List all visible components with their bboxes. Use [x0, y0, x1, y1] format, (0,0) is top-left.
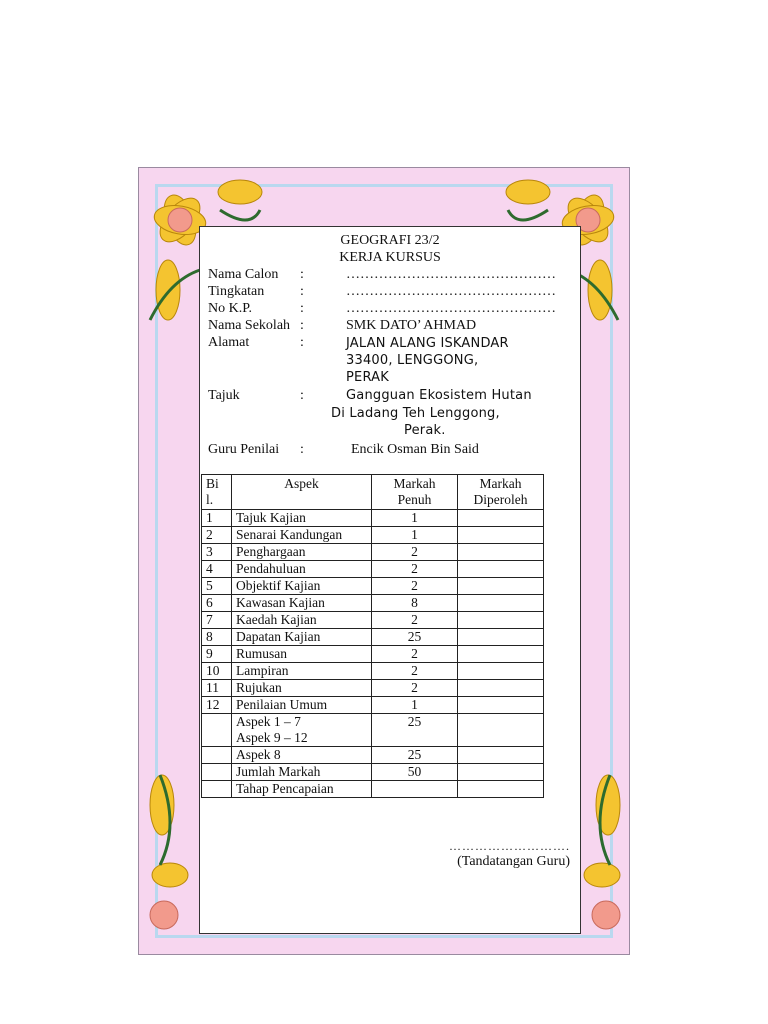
table-cell-aspect: Tajuk Kajian — [232, 510, 372, 527]
table-cell-obtained — [458, 578, 544, 595]
flower-corner-bottom-left-icon — [140, 765, 200, 950]
table-cell-full: 50 — [372, 764, 458, 781]
table-row — [202, 527, 544, 544]
table-cell-full: 2 — [372, 680, 458, 697]
table-cell-aspect: Rujukan — [232, 680, 372, 697]
table-cell-full: 25 — [372, 714, 458, 747]
topic-line-1: Gangguan Ekosistem Hutan — [346, 388, 532, 403]
table-cell-full: 2 — [372, 612, 458, 629]
table-cell-number: 7 — [202, 612, 232, 629]
table-row — [202, 697, 544, 714]
table-cell-empty — [202, 764, 232, 781]
document-title: KERJA KURSUS — [339, 250, 441, 265]
header-text: Penuh — [397, 492, 432, 507]
table-cell-full: 2 — [372, 578, 458, 595]
table-cell-full: 25 — [372, 629, 458, 646]
table-row-achievement-level — [202, 781, 544, 798]
assessor-name-value: Encik Osman Bin Said — [351, 442, 479, 457]
field-value-blank: ……………………………………… — [346, 301, 556, 316]
table-row — [202, 561, 544, 578]
table-cell-obtained — [458, 781, 544, 798]
field-label: Tingkatan — [208, 284, 265, 299]
header-text: Bi — [206, 476, 219, 491]
topic-line-3: Perak. — [404, 423, 446, 438]
table-cell-obtained — [458, 680, 544, 697]
address-line-2: 33400, LENGGONG, — [346, 353, 479, 368]
table-cell-full: 1 — [372, 510, 458, 527]
table-cell-aspect: Penghargaan — [232, 544, 372, 561]
table-cell-aspect: Aspek 8 — [232, 747, 372, 764]
table-cell-number: 6 — [202, 595, 232, 612]
subject-heading: GEOGRAFI 23/2 — [340, 233, 440, 248]
table-cell-full: 2 — [372, 646, 458, 663]
header-text: Markah — [393, 476, 436, 491]
table-cell-aspect — [232, 714, 372, 747]
table-row — [202, 646, 544, 663]
table-cell-number: 5 — [202, 578, 232, 595]
table-cell-number: 2 — [202, 527, 232, 544]
table-cell-aspect: Senarai Kandungan — [232, 527, 372, 544]
table-cell-number: 4 — [202, 561, 232, 578]
table-cell-full: 1 — [372, 527, 458, 544]
field-colon: : — [300, 284, 304, 299]
table-cell-full: 25 — [372, 747, 458, 764]
table-cell-obtained — [458, 714, 544, 747]
table-cell-empty — [202, 747, 232, 764]
table-cell-aspect: Pendahuluan — [232, 561, 372, 578]
summary-aspect-1-7: Aspek 1 – 7 — [236, 714, 301, 729]
table-cell-empty — [202, 781, 232, 798]
field-label: Guru Penilai — [208, 442, 280, 457]
table-cell-aspect: Tahap Pencapaian — [232, 781, 372, 798]
table-cell-number: 10 — [202, 663, 232, 680]
flower-corner-bottom-right-icon — [578, 765, 630, 950]
column-header-full-marks — [372, 475, 458, 510]
table-row-total — [202, 764, 544, 781]
field-colon: : — [300, 301, 304, 316]
table-cell-obtained — [458, 764, 544, 781]
table-cell-obtained — [458, 544, 544, 561]
table-cell-aspect: Jumlah Markah — [232, 764, 372, 781]
field-label: No K.P. — [208, 301, 252, 316]
table-cell-obtained — [458, 663, 544, 680]
signature-line: ………………………. — [449, 839, 570, 853]
table-cell-obtained — [458, 510, 544, 527]
table-cell-full: 1 — [372, 697, 458, 714]
table-cell-full: 2 — [372, 544, 458, 561]
table-cell-number: 11 — [202, 680, 232, 697]
field-label: Nama Calon — [208, 267, 279, 282]
table-cell-full: 2 — [372, 561, 458, 578]
table-row — [202, 680, 544, 697]
table-cell-aspect: Penilaian Umum — [232, 697, 372, 714]
field-colon: : — [300, 335, 304, 350]
table-cell-obtained — [458, 747, 544, 764]
table-cell-full: 2 — [372, 663, 458, 680]
table-cell-empty — [202, 714, 232, 747]
field-value-blank: ……………………………………… — [346, 284, 556, 299]
field-label: Alamat — [208, 335, 250, 350]
header-text: Markah — [479, 476, 522, 491]
table-cell-obtained — [458, 527, 544, 544]
column-header-number — [202, 475, 232, 510]
table-header-row — [202, 475, 544, 510]
field-colon: : — [300, 267, 304, 282]
address-line-3: PERAK — [346, 370, 389, 385]
table-cell-aspect: Lampiran — [232, 663, 372, 680]
table-row — [202, 510, 544, 527]
field-value-blank: ……………………………………… — [346, 267, 556, 282]
topic-line-2: Di Ladang Teh Lenggong, — [331, 406, 500, 421]
table-cell-number: 8 — [202, 629, 232, 646]
table-row — [202, 544, 544, 561]
table-row — [202, 578, 544, 595]
table-cell-full — [372, 781, 458, 798]
table-cell-obtained — [458, 629, 544, 646]
table-cell-aspect: Rumusan — [232, 646, 372, 663]
table-cell-number: 12 — [202, 697, 232, 714]
summary-aspect-9-12: Aspek 9 – 12 — [236, 730, 308, 745]
marks-table — [201, 474, 544, 798]
field-colon: : — [300, 318, 304, 333]
marks-table-body — [202, 510, 544, 714]
table-cell-aspect: Objektif Kajian — [232, 578, 372, 595]
table-cell-obtained — [458, 697, 544, 714]
table-cell-aspect: Dapatan Kajian — [232, 629, 372, 646]
table-cell-obtained — [458, 646, 544, 663]
header-text: Diperoleh — [473, 492, 528, 507]
table-row — [202, 612, 544, 629]
signature-label: (Tandatangan Guru) — [457, 854, 570, 869]
table-cell-number: 1 — [202, 510, 232, 527]
table-cell-number: 3 — [202, 544, 232, 561]
table-row — [202, 595, 544, 612]
table-cell-obtained — [458, 561, 544, 578]
table-cell-obtained — [458, 595, 544, 612]
table-cell-aspect: Kawasan Kajian — [232, 595, 372, 612]
field-label: Tajuk — [208, 388, 240, 403]
table-row-summary-aspect-8 — [202, 747, 544, 764]
column-header-marks-obtained — [458, 475, 544, 510]
table-row-summary-aspects — [202, 714, 544, 747]
table-row — [202, 663, 544, 680]
field-colon: : — [300, 442, 304, 457]
table-cell-obtained — [458, 612, 544, 629]
header-text: l. — [206, 492, 214, 507]
school-name-value: SMK DATO’ AHMAD — [346, 318, 477, 333]
field-colon: : — [300, 388, 304, 403]
table-cell-full: 8 — [372, 595, 458, 612]
table-row — [202, 629, 544, 646]
coursework-cover-sheet — [199, 226, 581, 934]
table-cell-number: 9 — [202, 646, 232, 663]
field-label: Nama Sekolah — [208, 318, 291, 333]
column-header-aspect: Aspek — [232, 475, 372, 510]
address-line-1: JALAN ALANG ISKANDAR — [346, 336, 509, 351]
table-cell-aspect: Kaedah Kajian — [232, 612, 372, 629]
